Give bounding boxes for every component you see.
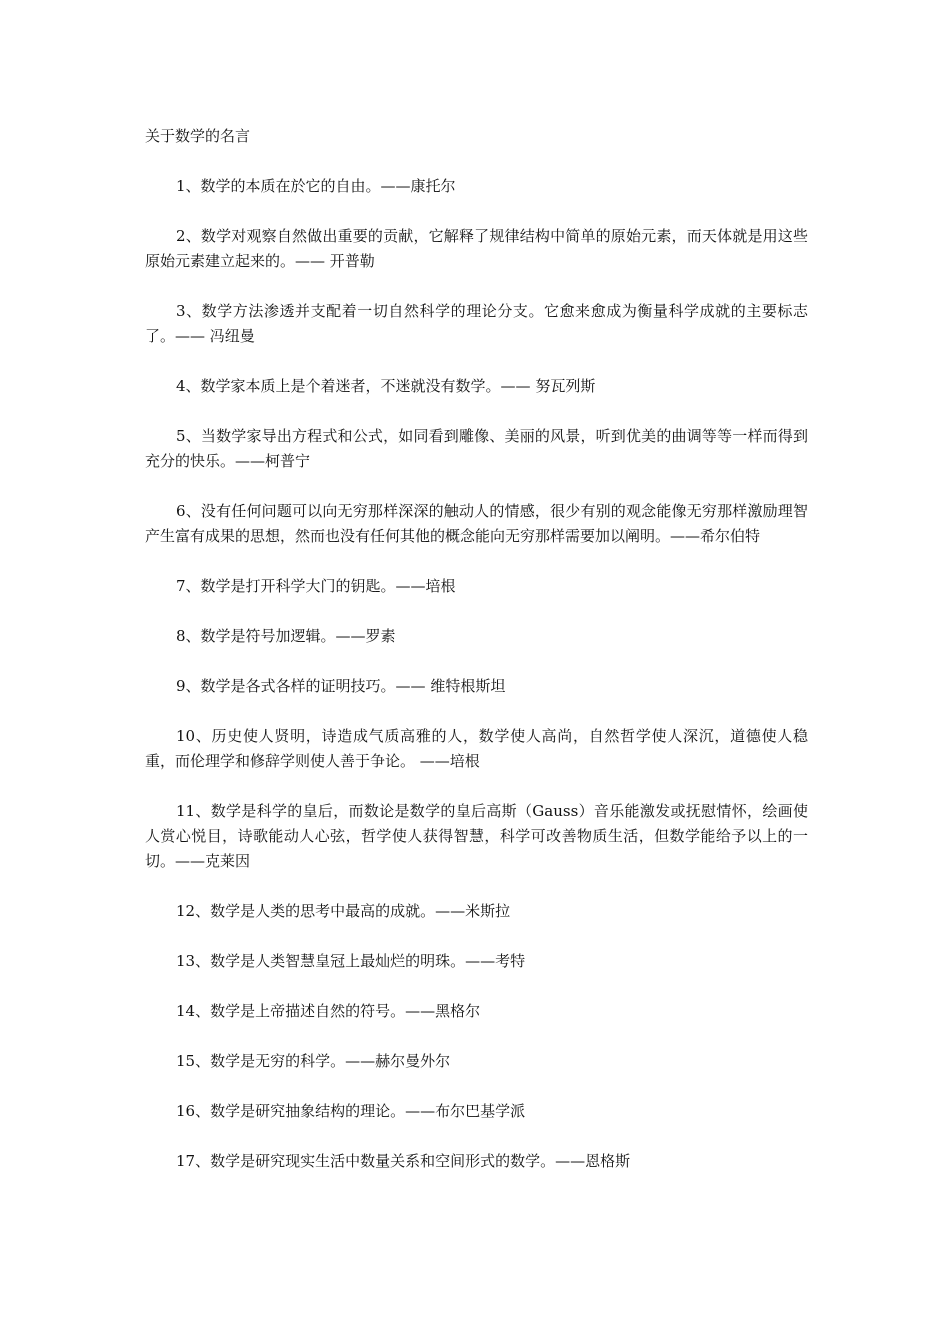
quote-17: 17、数学是研究现实生活中数量关系和空间形式的数学。——恩格斯	[176, 1152, 631, 1170]
document-body	[145, 124, 808, 1199]
quote-11: 11、数学是科学的皇后，而数论是数学的皇后高斯（Gauss）音乐能激发或抚慰情怀，绘画使人赏心悦目，诗歌能动人心弦，哲学使人获得智慧，科学可改善物质生活，但数学能给予以上的一切。——克莱因	[145, 802, 808, 870]
quote-16: 16、数学是研究抽象结构的理论。——布尔巴基学派	[176, 1102, 526, 1120]
quote-13: 13、数学是人类智慧皇冠上最灿烂的明珠。——考特	[176, 952, 526, 970]
quote-12: 12、数学是人类的思考中最高的成就。——米斯拉	[176, 902, 511, 920]
quote-9: 9、数学是各式各样的证明技巧。—— 维特根斯坦	[176, 677, 506, 695]
quote-7: 7、数学是打开科学大门的钥匙。——培根	[176, 577, 456, 595]
document-title: 关于数学的名言	[145, 127, 251, 145]
quote-4: 4、数学家本质上是个着迷者，不迷就没有数学。—— 努瓦列斯	[176, 377, 596, 395]
quote-5: 5、当数学家导出方程式和公式，如同看到雕像、美丽的风景，听到优美的曲调等等一样而得到充分的快乐。——柯普宁	[145, 427, 808, 470]
quote-15: 15、数学是无穷的科学。——赫尔曼外尔	[176, 1052, 451, 1070]
quote-10: 10、历史使人贤明，诗造成气质高雅的人，数学使人高尚，自然哲学使人深沉，道德使人稳重，而伦理学和修辞学则使人善于争论。 ——培根	[145, 727, 808, 770]
quote-6: 6、没有任何问题可以向无穷那样深深的触动人的情感，很少有别的观念能像无穷那样激励理智产生富有成果的思想，然而也没有任何其他的概念能向无穷那样需要加以阐明。——希尔伯特	[145, 502, 808, 545]
quote-14: 14、数学是上帝描述自然的符号。——黑格尔	[176, 1002, 481, 1020]
quote-8: 8、数学是符号加逻辑。——罗素	[176, 627, 396, 645]
quote-1: 1、数学的本质在於它的自由。——康托尔	[176, 177, 456, 195]
quote-2: 2、数学对观察自然做出重要的贡献，它解释了规律结构中简单的原始元素，而天体就是用这些原始元素建立起来的。—— 开普勒	[145, 227, 808, 270]
quote-3: 3、数学方法渗透并支配着一切自然科学的理论分支。它愈来愈成为衡量科学成就的主要标志了。—— 冯纽曼	[145, 302, 808, 345]
